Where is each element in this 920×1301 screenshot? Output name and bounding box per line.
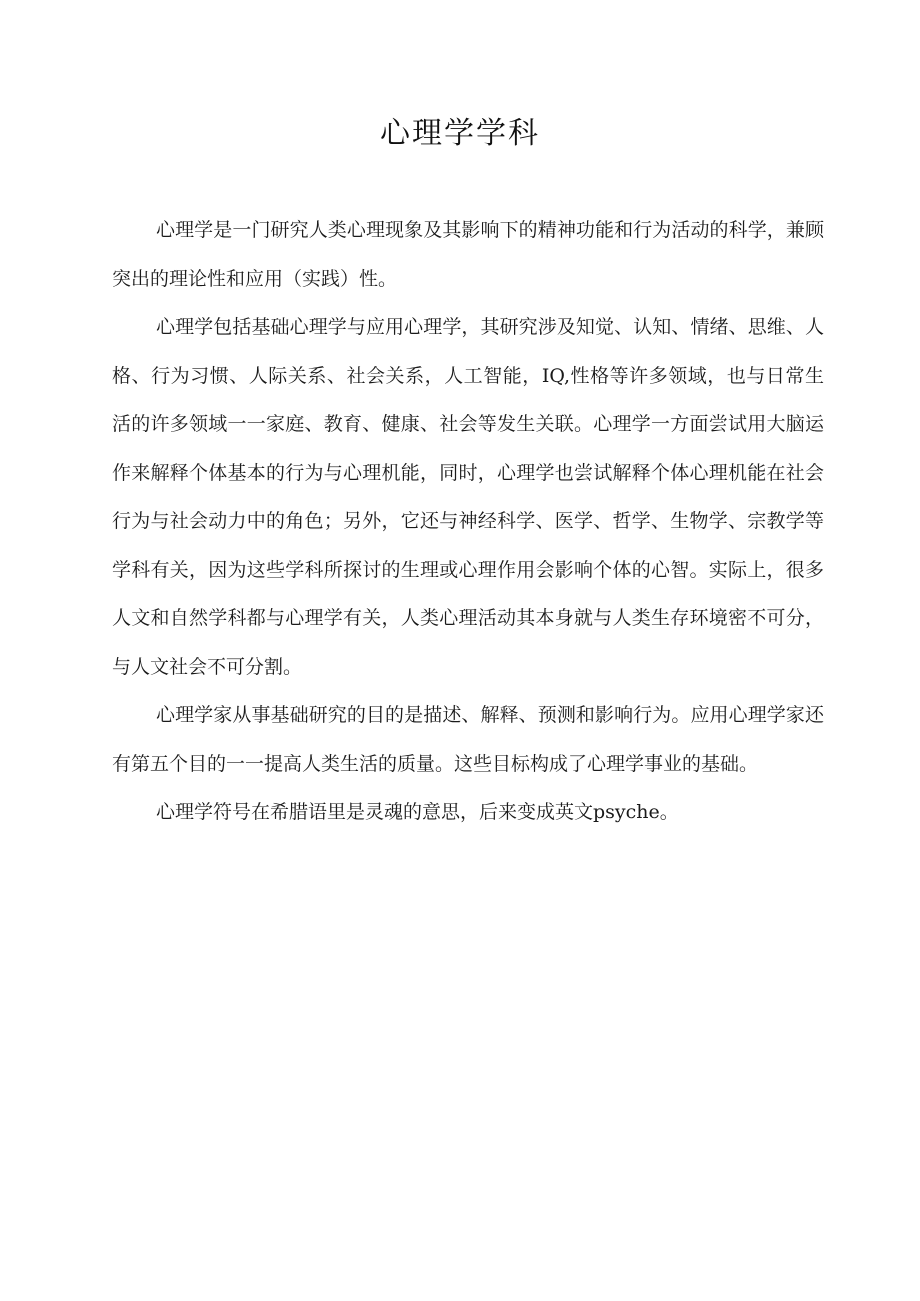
paragraph-goals: 心理学家从事基础研究的目的是描述、解释、预测和影响行为。应用心理学家还有第五个目的一一提高人类生活的质量。这些目标构成了心理学事业的基础。	[112, 704, 824, 775]
document-title: 心理学学科	[380, 116, 540, 151]
paragraph-symbol: 心理学符号在希腊语里是灵魂的意思，后来变成英文psyche。	[156, 801, 679, 823]
paragraph-scope: 心理学包括基础心理学与应用心理学，其研究涉及知觉、认知、情绪、思维、人格、行为习惯、人际关系、社会关系，人工智能，IQ,性格等许多领域，也与日常生活的许多领域一一家庭、教育、健康、社会等发生关联。心理学一方面尝试用大脑运作来解释个体基本的行为与心理机能，同时，心理学也尝试解释个体心理机能在社会行为与社会动力中的角色；另外，它还与神经科学、医学、哲学、生物学、宗教学等学科有关，因为这些学科所探讨的生理或心理作用会影响个体的心智。实际上，很多人文和自然学科都与心理学有关，人类心理活动其本身就与人类生存环境密不可分，与人文社会不可分割。	[112, 316, 824, 678]
paragraph-definition: 心理学是一门研究人类心理现象及其影响下的精神功能和行为活动的科学，兼顾突出的理论性和应用（实践）性。	[112, 219, 824, 290]
document-body	[112, 206, 824, 837]
